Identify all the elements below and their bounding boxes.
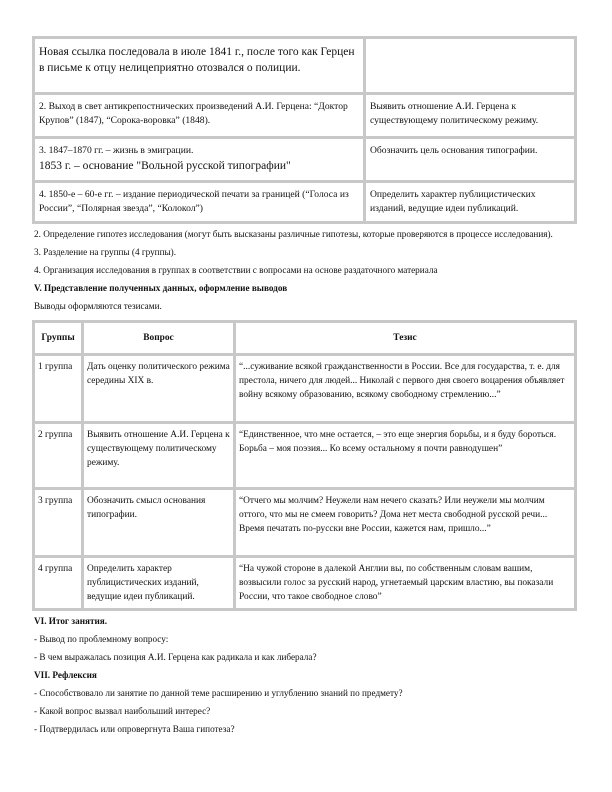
table-row [34, 355, 576, 423]
thesis-cell: “Единственное, что мне остается, – это еще энергия борьбы, и я буду бороться. Борьба – моя поэзия... Ко всему остальному я почти равнодушен” [235, 423, 576, 489]
paragraph: 4. Организация исследования в группах в соответствии с вопросами на основе раздаточного материала [34, 265, 438, 275]
table-cell [365, 38, 576, 94]
group-cell: 1 группа [34, 355, 83, 423]
table-header-row [34, 322, 576, 355]
column-header: Группы [34, 322, 83, 355]
list-item: - Подтвердилась или опровергнута Ваша гипотеза? [34, 724, 235, 734]
paragraph: 3. Разделение на группы (4 группы). [34, 247, 177, 257]
thesis-cell: “Отчего мы молчим? Неужели нам нечего сказать? Или неужели мы молчим оттого, что мы не смеем говорить? Дома нет места свободной русской речи... Время печатать по-русски вне России, кажется нам, пришло...” [235, 489, 576, 557]
table-cell: Обозначить цель основания типографии. [365, 138, 576, 182]
group-cell: 3 группа [34, 489, 83, 557]
thesis-cell: “На чужой стороне в далекой Англии вы, по собственным словам вашим, возвысили голос за русский народ, угнетаемый царским властию, вы показали России, что такое свободное слово” [235, 557, 576, 610]
table-row [34, 138, 576, 182]
table-row [34, 423, 576, 489]
groups-table [32, 320, 577, 611]
table-row [34, 557, 576, 610]
list-item: - В чем выражалась позиция А.И. Герцена как радикала и как либерала? [34, 652, 317, 662]
list-item: - Какой вопрос вызвал наибольший интерес? [34, 706, 211, 716]
table-cell: Определить характер публицистических изданий, ведущие идеи публикаций. [365, 182, 576, 223]
table-row [34, 182, 576, 223]
paragraph: 2. Определение гипотез исследования (могут быть высказаны различные гипотезы, которые проверяются в процессе исследования). [34, 229, 553, 239]
section-heading: V. Представление полученных данных, оформление выводов [34, 283, 288, 293]
table-cell: 4. 1850-е – 60-е гг. – издание периодической печати за границей (“Голоса из России”, “Полярная звезда”, “Колокол”) [34, 182, 365, 223]
list-item: - Вывод по проблемному вопросу: [34, 634, 169, 644]
table-row [34, 38, 576, 94]
table-cell: Новая ссылка последовала в июле 1841 г., после того как Герцен в письме к отцу нелицеприятно отозвался о полиции. [34, 38, 365, 94]
paragraph: Выводы оформляются тезисами. [34, 301, 162, 311]
question-cell: Обозначить смысл основания типографии. [83, 489, 235, 557]
thesis-cell: “...суживание всякой гражданственности в России. Все для государства, т. е. для престола, ничего для людей... Николай с первого дня своего воцарения объявляет войну всякому образованию, всякому свободному стремлению...” [235, 355, 576, 423]
section-heading: VI. Итог занятия. [34, 616, 108, 626]
question-cell: Дать оценку политического режима середины XIX в. [83, 355, 235, 423]
list-item: - Способствовало ли занятие по данной теме расширению и углублению знаний по предмету? [34, 688, 403, 698]
column-header: Тезис [235, 322, 576, 355]
section-heading: VII. Рефлексия [34, 670, 97, 680]
cell-line: 1853 г. – основание "Вольной русской типографии" [39, 160, 291, 172]
cell-line: 3. 1847–1870 гг. – жизнь в эмиграции. [39, 145, 194, 156]
document-page [32, 36, 580, 735]
group-cell: 2 группа [34, 423, 83, 489]
question-cell: Выявить отношение А.И. Герцена к существующему политическому режиму. [83, 423, 235, 489]
question-cell: Определить характер публицистических изданий, ведущие идеи публикаций. [83, 557, 235, 610]
timeline-table [32, 36, 577, 224]
table-cell: Выявить отношение А.И. Герцена к существующему политическому режиму. [365, 94, 576, 138]
group-cell: 4 группа [34, 557, 83, 610]
table-row [34, 489, 576, 557]
table-cell: 2. Выход в свет антикрепостнических произведений А.И. Герцена: “Доктор Крупов” (1847), “Сорока-воровка” (1848). [34, 94, 365, 138]
table-cell [34, 138, 365, 182]
column-header: Вопрос [83, 322, 235, 355]
table-row [34, 94, 576, 138]
